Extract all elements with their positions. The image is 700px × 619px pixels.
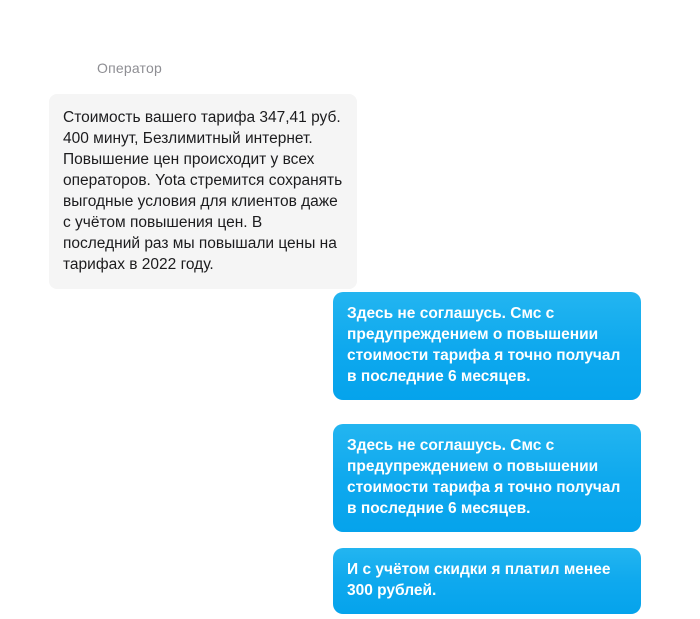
message-sender-label: Оператор	[97, 60, 162, 76]
chat-message-outgoing[interactable]	[333, 292, 641, 400]
chat-message-text: И с учётом скидки я платил менее 300 рублей.	[347, 561, 611, 599]
chat-message-outgoing[interactable]	[333, 424, 641, 532]
chat-message-text: Здесь не соглашусь. Смс с предупреждением о повышении стоимости тарифа я точно получал в последние 6 месяцев.	[347, 437, 621, 517]
chat-message-incoming[interactable]	[49, 94, 357, 289]
chat-message-text: Стоимость вашего тарифа 347,41 руб. 400 минут, Безлимитный интернет. Повышение цен происходит у всех операторов. Yota стремится сохранять выгодные условия для клиентов даже с учётом повышения цен. В последний раз мы повышали цены на тарифах в 2022 году.	[63, 109, 343, 273]
chat-message-text: Здесь не соглашусь. Смс с предупреждением о повышении стоимости тарифа я точно получал в последние 6 месяцев.	[347, 305, 621, 385]
chat-message-outgoing[interactable]	[333, 548, 641, 614]
